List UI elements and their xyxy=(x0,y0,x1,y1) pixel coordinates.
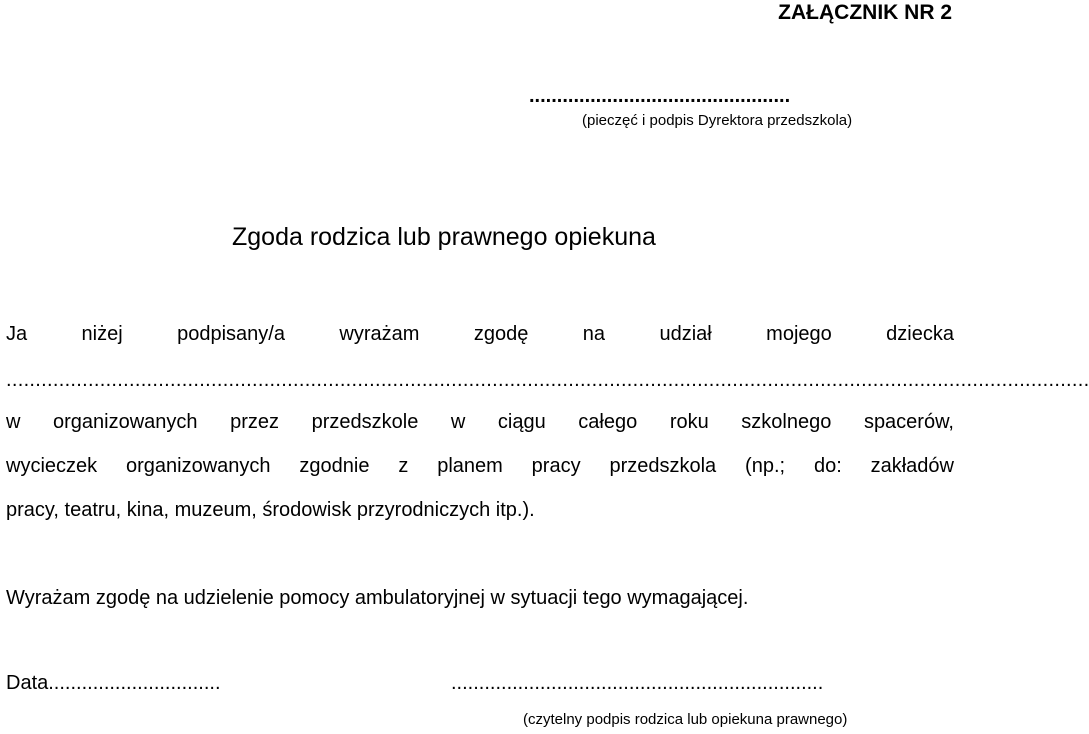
body-line-2: w organizowanych przez przedszkole w ciągu całego roku szkolnego spacerów, xyxy=(6,411,954,433)
medical-consent-text: Wyrażam zgodę na udzielenie pomocy ambulatoryjnej w sytuacji tego wymagającej. xyxy=(6,587,749,609)
document-title: Zgoda rodzica lub prawnego opiekuna xyxy=(232,223,656,251)
child-name-dots: ......................................................................................................................................................................................... xyxy=(6,369,1089,391)
director-stamp-dots: ............................................... xyxy=(529,85,791,107)
parent-signature-caption: (czytelny podpis rodzica lub opiekuna prawnego) xyxy=(523,711,848,728)
annex-label: ZAŁĄCZNIK NR 2 xyxy=(778,1,952,24)
consent-intro-line: Ja niżej podpisany/a wyrażam zgodę na udział mojego dziecka xyxy=(6,323,954,345)
body-line-4: pracy, teatru, kina, muzeum, środowisk przyrodniczych itp.). xyxy=(6,499,535,521)
parent-signature-dots: ................................................................... xyxy=(451,672,824,694)
body-line-3: wycieczek organizowanych zgodnie z planem pracy przedszkola (np.; do: zakładów xyxy=(6,455,954,477)
date-field: Data............................... xyxy=(6,672,221,694)
director-stamp-caption: (pieczęć i podpis Dyrektora przedszkola) xyxy=(582,112,853,129)
